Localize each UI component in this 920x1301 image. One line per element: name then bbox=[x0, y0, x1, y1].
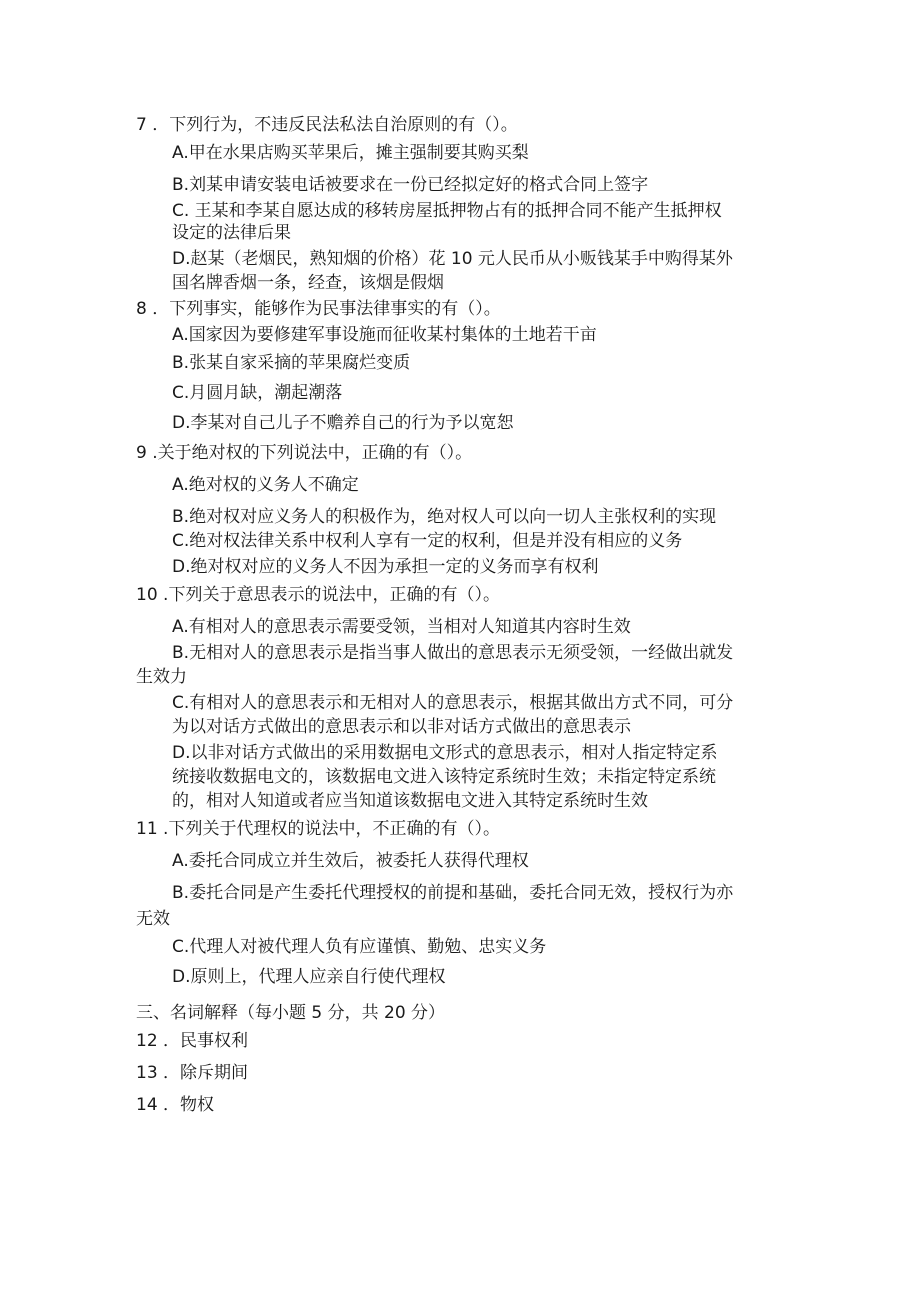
question-10-stem: 10 .下列关于意思表示的说法中，正确的有（）。 bbox=[136, 585, 500, 605]
question-11-option-a: A.委托合同成立并生效后，被委托人获得代理权 bbox=[172, 851, 529, 871]
question-7-option-d: D.赵某（老烟民，熟知烟的价格）花 10 元人民币从小贩钱某手中购得某外 bbox=[172, 249, 733, 269]
question-9-option-b: B.绝对权对应义务人的积极作为，绝对权人可以向一切人主张权利的实现 bbox=[172, 507, 717, 527]
question-10-option-c: C.有相对人的意思表示和无相对人的意思表示，根据其做出方式不同，可分 bbox=[172, 693, 734, 713]
question-7-option-c-cont: 设定的法律后果 bbox=[172, 223, 291, 243]
question-11-option-b: B.委托合同是产生委托代理授权的前提和基础，委托合同无效，授权行为亦 bbox=[172, 883, 734, 903]
question-7-option-a: A.甲在水果店购买苹果后，摊主强制要其购买梨 bbox=[172, 143, 529, 163]
question-10-option-b: B.无相对人的意思表示是指当事人做出的意思表示无须受领，一经做出就发 bbox=[172, 643, 734, 663]
question-10-option-d-cont2: 的，相对人知道或者应当知道该数据电文进入其特定系统时生效 bbox=[172, 791, 648, 811]
question-10-option-b-cont: 生效力 bbox=[136, 667, 187, 687]
question-7-option-c: C. 王某和李某自愿达成的移转房屋抵押物占有的抵押合同不能产生抵押权 bbox=[172, 201, 722, 221]
term-item-14: 14 ．物权 bbox=[136, 1095, 215, 1115]
question-8-option-a: A.国家因为要修建军事设施而征收某村集体的土地若干亩 bbox=[172, 325, 597, 345]
question-7-stem: 7 ．下列行为，不违反民法私法自治原则的有（）。 bbox=[136, 115, 518, 135]
question-9-option-c: C.绝对权法律关系中权利人享有一定的权利，但是并没有相应的义务 bbox=[172, 531, 683, 551]
question-10-option-a: A.有相对人的意思表示需要受领，当相对人知道其内容时生效 bbox=[172, 617, 631, 637]
question-11-option-b-cont: 无效 bbox=[136, 909, 170, 929]
question-8-option-c: C.月圆月缺，潮起潮落 bbox=[172, 383, 343, 403]
question-8-option-d: D.李某对自己儿子不赡养自己的行为予以宽恕 bbox=[172, 413, 514, 433]
question-11-option-d: D.原则上，代理人应亲自行使代理权 bbox=[172, 967, 446, 987]
question-9-option-d: D.绝对权对应的义务人不因为承担一定的义务而享有权利 bbox=[172, 557, 599, 577]
question-9-stem: 9 .关于绝对权的下列说法中，正确的有（）。 bbox=[136, 443, 473, 463]
term-item-12: 12 ．民事权利 bbox=[136, 1031, 249, 1051]
question-11-stem: 11 .下列关于代理权的说法中，不正确的有（）。 bbox=[136, 819, 500, 839]
question-10-option-d-cont1: 统接收数据电文的，该数据电文进入该特定系统时生效；未指定特定系统 bbox=[172, 767, 716, 787]
question-7-option-d-cont: 国名牌香烟一条，经查，该烟是假烟 bbox=[172, 273, 444, 293]
section-3-heading: 三、名词解释（每小题 5 分，共 20 分） bbox=[136, 1003, 446, 1023]
question-9-option-a: A.绝对权的义务人不确定 bbox=[172, 475, 359, 495]
question-8-option-b: B.张某自家采摘的苹果腐烂变质 bbox=[172, 353, 411, 373]
question-10-option-d: D.以非对话方式做出的采用数据电文形式的意思表示，相对人指定特定系 bbox=[172, 743, 718, 763]
question-11-option-c: C.代理人对被代理人负有应谨慎、勤勉、忠实义务 bbox=[172, 937, 547, 957]
question-7-option-b: B.刘某申请安装电话被要求在一份已经拟定好的格式合同上签字 bbox=[172, 175, 649, 195]
term-item-13: 13 ．除斥期间 bbox=[136, 1063, 249, 1083]
question-10-option-c-cont: 为以对话方式做出的意思表示和以非对话方式做出的意思表示 bbox=[172, 717, 631, 737]
question-8-stem: 8 ．下列事实，能够作为民事法律事实的有（）。 bbox=[136, 299, 501, 319]
